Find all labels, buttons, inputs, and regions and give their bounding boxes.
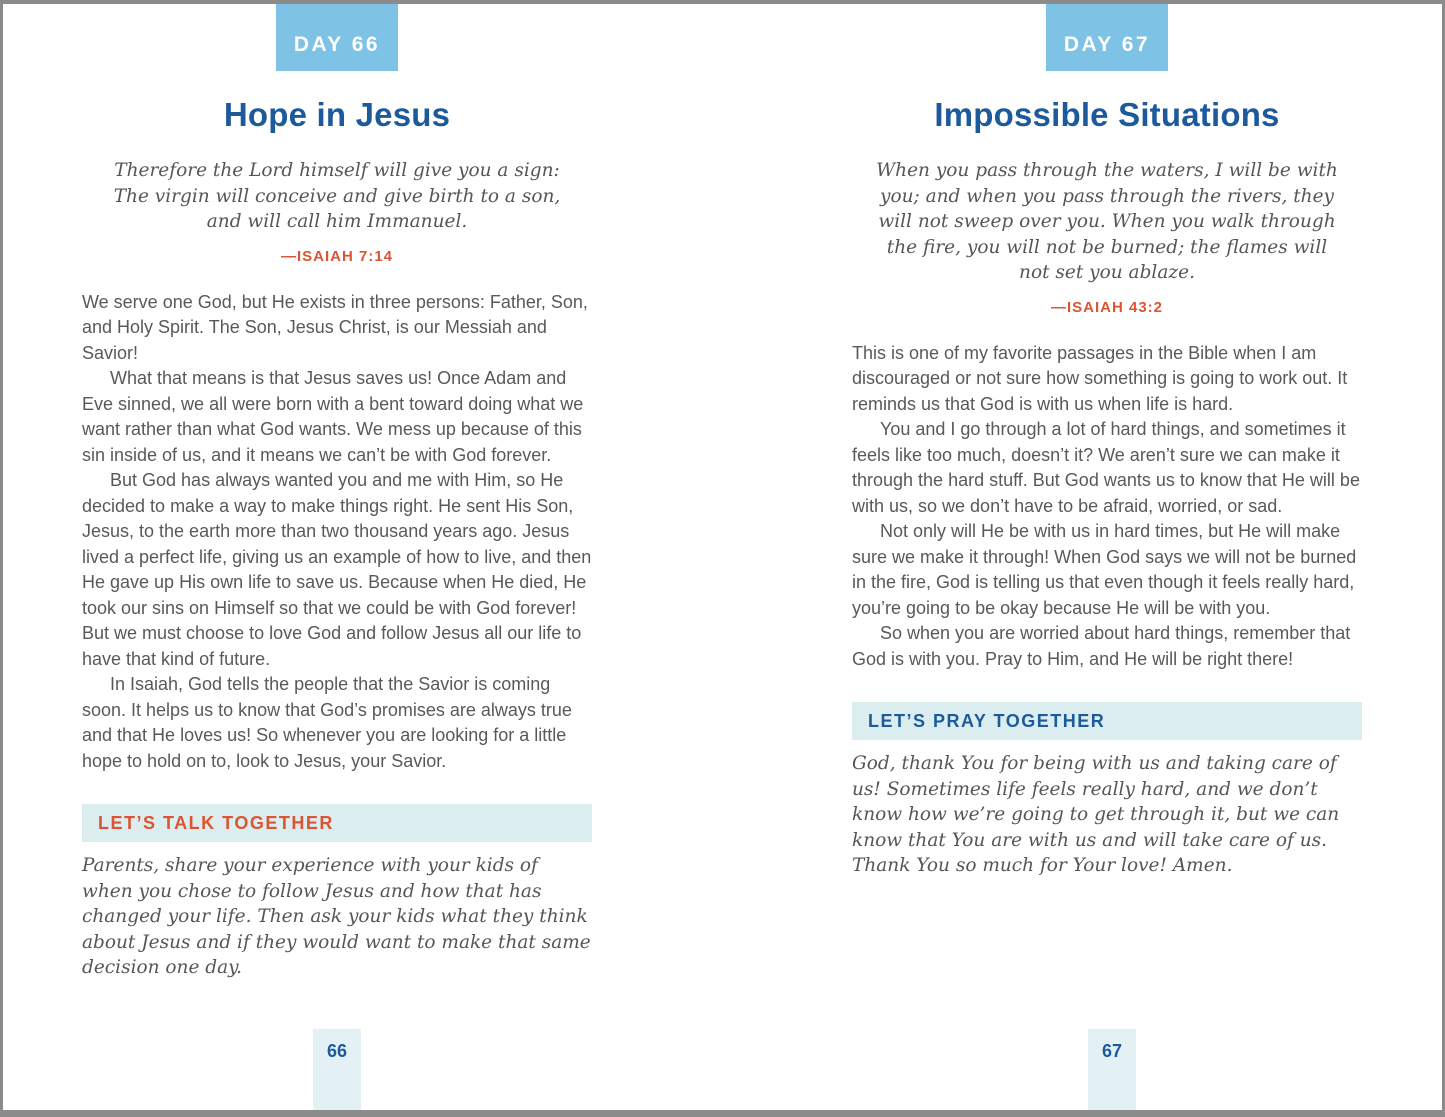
scripture-reference: —ISAIAH 43:2 bbox=[1050, 298, 1164, 316]
section-text: Parents, share your experience with your kids of when you chose to follow Jesus and how that has changed your life. Then ask your kids what they think about Jesus and if they would want to make that same decision one day. bbox=[82, 855, 591, 978]
devotional-body bbox=[82, 290, 592, 775]
scripture-quote: Therefore the Lord himself will give you a sign: The virgin will conceive and give birth to a son, and will call him Immanuel. bbox=[113, 160, 561, 232]
page-day-66 bbox=[82, 4, 592, 1024]
day-badge: DAY 67 bbox=[1046, 4, 1168, 71]
devotional-body bbox=[852, 341, 1362, 673]
page-number-tab bbox=[1088, 1029, 1136, 1110]
page-number-tab bbox=[313, 1029, 361, 1110]
body-paragraph: You and I go through a lot of hard things, and sometimes it feels like too much, doesn’t it? We aren’t sure we can make it through the hard stuff. But God wants us to know that He will be with us, so we don’t have to be afraid, worried, or sad. bbox=[852, 419, 1360, 516]
body-paragraph: This is one of my favorite passages in the Bible when I am discouraged or not sure how something is going to work out. It reminds us that God is with us when life is hard. bbox=[852, 342, 1348, 414]
section-header-lets-pray: LET’S PRAY TOGETHER bbox=[852, 702, 1362, 740]
body-paragraph: But God has always wanted you and me with Him, so He decided to make a way to make things right. He sent His Son, Jesus, to the earth more than two thousand years ago. Jesus lived a perfect life, giving us an example of how to live, and then He gave up His own life to save us. Because when He died, He took our sins on Himself so that we could be with God forever! But we must choose to love God and follow Jesus all our life to have that kind of future. bbox=[82, 470, 592, 669]
page-number: 67 bbox=[1101, 1041, 1123, 1061]
page-number: 66 bbox=[326, 1041, 348, 1061]
body-paragraph: What that means is that Jesus saves us! Once Adam and Eve sinned, we all were born with a bent toward doing what we want rather than what God wants. We mess up because of this sin inside of us, and it means we can’t be with God forever. bbox=[82, 368, 584, 465]
section-header-lets-talk: LET’S TALK TOGETHER bbox=[82, 804, 592, 842]
day-badge: DAY 66 bbox=[276, 4, 398, 71]
scripture-reference: —ISAIAH 7:14 bbox=[280, 247, 394, 265]
body-paragraph: In Isaiah, God tells the people that the Savior is coming soon. It helps us to know that God’s promises are always true and that He loves us! So whenever you are looking for a little hope to hold on to, look to Jesus, your Savior. bbox=[82, 674, 572, 771]
body-paragraph: Not only will He be with us in hard times, but He will make sure we make it through! When God says we will not be burned in the fire, God is telling us that even though it feels really hard, you’re going to be okay because He will be with you. bbox=[852, 521, 1357, 618]
scripture-quote: When you pass through the waters, I will be with you; and when you pass through the rivers, they will not sweep over you. When you walk through the fire, you will not be burned; the flames will not set you ablaze. bbox=[876, 160, 1338, 283]
section-text: God, thank You for being with us and taking care of us! Sometimes life feels really hard, and we don’t know how we’re going to get through it, but we can know that You are with us and will take care of us. Thank You so much for Your love! Amen. bbox=[852, 753, 1340, 876]
body-paragraph: So when you are worried about hard things, remember that God is with you. Pray to Him, and He will be right there! bbox=[852, 623, 1351, 669]
page-day-67 bbox=[852, 4, 1362, 1024]
body-paragraph: We serve one God, but He exists in three persons: Father, Son, and Holy Spirit. The Son, Jesus Christ, is our Messiah and Savior! bbox=[82, 291, 588, 363]
page-title: Impossible Situations bbox=[934, 96, 1280, 133]
page-title: Hope in Jesus bbox=[223, 96, 451, 133]
